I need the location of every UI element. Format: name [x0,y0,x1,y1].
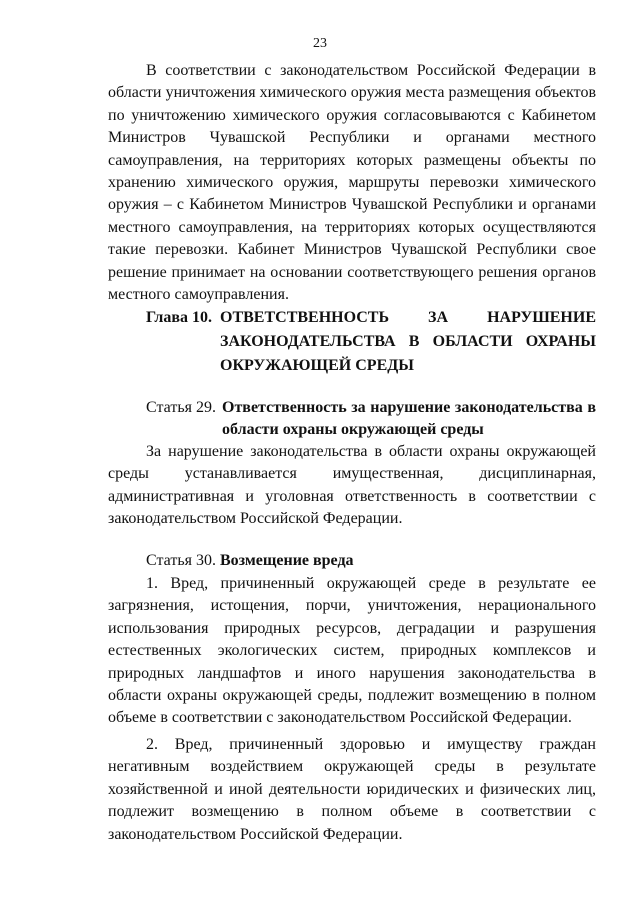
article-29-text: За нарушение законодательства в области охраны окружающей среды устанавливается имущественная, дисциплинарная, административная и уголовная ответственность в соответствии с законодательством Российской Федерации. [108,443,596,528]
article-29-heading [146,397,596,442]
article-30-heading [146,550,596,572]
article-30-title: Возмещение вреда [219,552,354,569]
chapter-heading [146,306,596,378]
page-number: 23 [313,36,327,51]
article-30-number: Статья 30. [146,552,216,569]
article-29-number: Статья 29. [146,399,216,416]
chapter-number: Глава 10. [146,309,212,326]
article-30-paragraph-1: 1. Вред, причиненный окружающей среде в результате ее загрязнения, истощения, порчи, уничтожения, нерационального использования природных ресурсов, деградации и разрушения естественных экологических систем, природных комплексов и природных ландшафтов и иного нарушения законодательства в области охраны окружающей среды, подлежит возмещению в полном объеме в соответствии с законодательством Российской Федерации. [108,575,596,727]
article-29-title: Ответственность за нарушение законодательства в области охраны окружающей среды [222,399,596,439]
intro-paragraph: В соответствии с законодательством Российской Федерации в области уничтожения химического оружия места размещения объектов по уничтожению химического оружия согласовываются с Кабинетом Министров Чувашской Республики и органами местного самоуправления, на территориях которых размещены объекты по хранению химического оружия, маршруты перевозки химического оружия – с Кабинетом Министров Чувашской Республики и органами местного самоуправления, на территориях которых осуществляются такие перевозки. Кабинет Министров Чувашской Республики свое решение принимает на основании соответствующего решения органов местного самоуправления. [108,62,596,304]
chapter-title: ОТВЕТСТВЕННОСТЬ ЗА НАРУШЕНИЕ ЗАКОНОДАТЕЛЬСТВА В ОБЛАСТИ ОХРАНЫ ОКРУЖАЮЩЕЙ СРЕДЫ [220,309,596,374]
article-30-paragraph-2: 2. Вред, причиненный здоровью и имуществу граждан негативным воздействием окружающей среды в результате хозяйственной и иной деятельности юридических и физических лиц, подлежит возмещению в полном объеме в соответствии с законодательством Российской Федерации. [108,736,596,843]
